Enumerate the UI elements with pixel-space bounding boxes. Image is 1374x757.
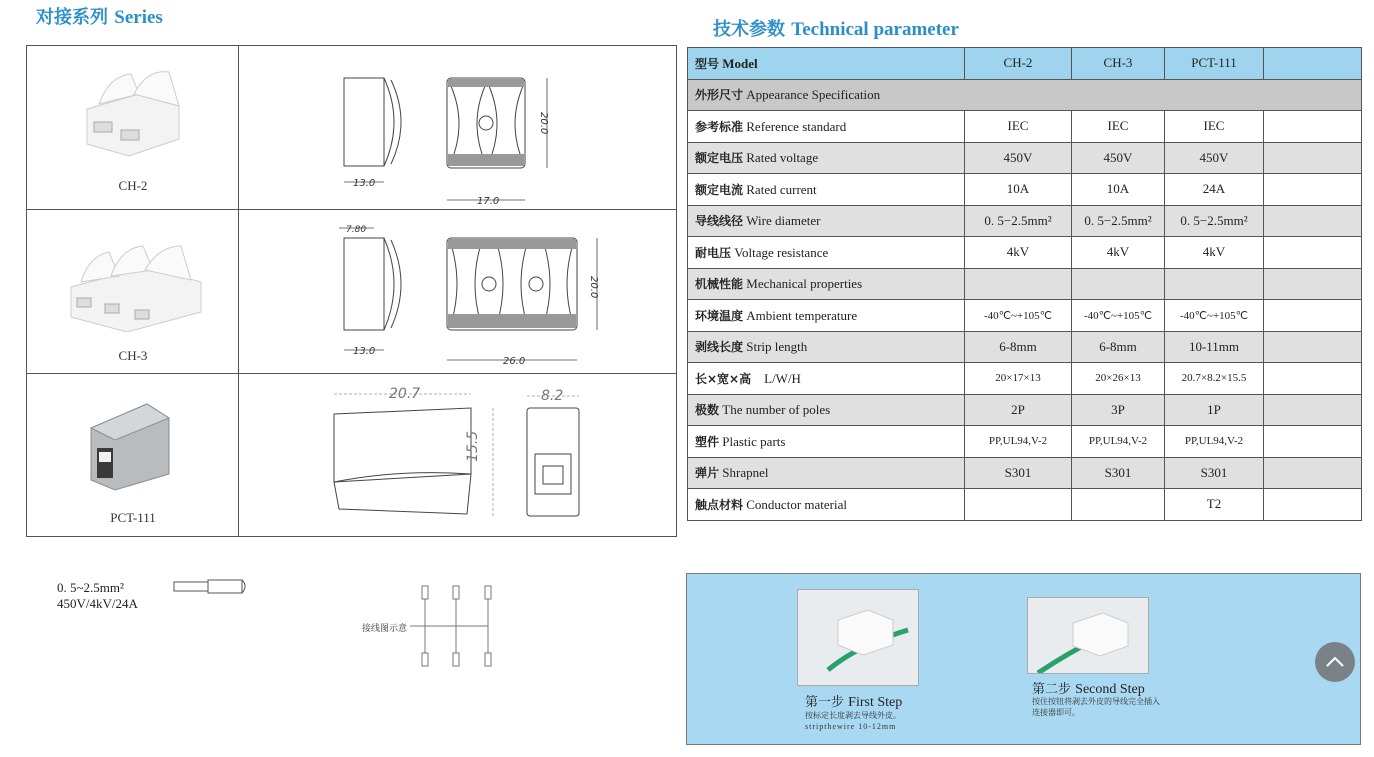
step1-title: 第一步 First Step bbox=[805, 695, 903, 710]
pct111-dim-length: 20.7 bbox=[389, 386, 421, 402]
row-label: 塑件 Plastic parts bbox=[688, 426, 965, 458]
pct111-dim-width: 8.2 bbox=[541, 388, 564, 404]
row-label: 额定电流 Rated current bbox=[688, 174, 965, 206]
step1-photo bbox=[797, 589, 919, 686]
step2-photo bbox=[1027, 597, 1149, 674]
step2-title: 第二步 Second Step bbox=[1032, 682, 1145, 697]
row-label: 耐电压 Voltage resistance bbox=[688, 237, 965, 269]
table-cell: 10A bbox=[965, 174, 1072, 206]
model-name: PCT-111 bbox=[110, 510, 156, 525]
series-row-ch3 bbox=[27, 210, 676, 374]
step1-description: 按标定长度剥去导线外皮。 stripthewire 10-12mm bbox=[805, 711, 901, 731]
model-name: CH-3 bbox=[118, 348, 148, 363]
series-title-cn: 对接系列 bbox=[36, 7, 108, 28]
table-cell: IEC bbox=[1072, 111, 1165, 143]
table-cell: 2P bbox=[965, 394, 1072, 426]
ch2-dim-front-width: 17.0 bbox=[477, 196, 500, 207]
table-row bbox=[688, 268, 1362, 300]
chevron-up-icon bbox=[1315, 642, 1355, 682]
pct111-dim-height: 15.5 bbox=[465, 430, 481, 462]
table-cell: IEC bbox=[965, 111, 1072, 143]
table-cell bbox=[1072, 489, 1165, 521]
table-row bbox=[688, 331, 1362, 363]
table-cell: PP,UL94,V-2 bbox=[1165, 426, 1264, 458]
pct111-technical-drawing bbox=[239, 374, 676, 536]
series-grid bbox=[26, 45, 677, 537]
series-row-pct111 bbox=[27, 374, 676, 536]
ch3-dim-height: 20.0 bbox=[588, 276, 599, 299]
table-cell: T2 bbox=[1165, 489, 1264, 521]
row-label: 弹片 Shrapnel bbox=[688, 457, 965, 489]
step2-description: 按住按钮将剥去外皮的导线完全插入 连接器即可。 bbox=[1032, 697, 1160, 717]
table-cell bbox=[965, 489, 1072, 521]
table-cell: 6-8mm bbox=[965, 331, 1072, 363]
pct111-product-photo bbox=[85, 396, 185, 496]
table-cell: 450V bbox=[1072, 142, 1165, 174]
table-cell: S301 bbox=[965, 457, 1072, 489]
table-cell: -40℃~+105℃ bbox=[965, 300, 1072, 332]
table-row bbox=[688, 300, 1362, 332]
table-row bbox=[688, 237, 1362, 269]
table-cell bbox=[1264, 363, 1362, 395]
spec-table-body bbox=[688, 48, 1362, 521]
table-cell bbox=[1264, 174, 1362, 206]
photo-cell bbox=[27, 210, 239, 373]
ch3-product-photo bbox=[67, 232, 207, 332]
table-cell bbox=[965, 268, 1072, 300]
row-label: 机械性能 Mechanical properties bbox=[688, 268, 965, 300]
table-cell: S301 bbox=[1072, 457, 1165, 489]
table-cell: 0. 5−2.5mm² bbox=[1165, 205, 1264, 237]
ch3-technical-drawing bbox=[239, 210, 676, 374]
photo-cell bbox=[27, 46, 239, 209]
model-name: CH-2 bbox=[118, 178, 148, 193]
header-col: PCT-111 bbox=[1165, 48, 1264, 80]
table-row bbox=[688, 142, 1362, 174]
ch3-dim-front-width: 26.0 bbox=[503, 356, 526, 367]
ch3-dim-side-top: 7.80 bbox=[346, 225, 367, 235]
table-cell: 450V bbox=[1165, 142, 1264, 174]
row-label: 外形尺寸 Appearance Specification bbox=[688, 79, 1362, 111]
table-cell: 4kV bbox=[1165, 237, 1264, 269]
table-cell: 20×26×13 bbox=[1072, 363, 1165, 395]
table-cell bbox=[1072, 268, 1165, 300]
table-cell bbox=[1264, 111, 1362, 143]
table-row bbox=[688, 205, 1362, 237]
table-cell: 20×17×13 bbox=[965, 363, 1072, 395]
tech-title-en: Technical parameter bbox=[791, 19, 959, 40]
table-cell: 24A bbox=[1165, 174, 1264, 206]
drawing-cell bbox=[239, 374, 676, 536]
row-label: 剥线长度 Strip length bbox=[688, 331, 965, 363]
header-col bbox=[1264, 48, 1362, 80]
header-col: CH-3 bbox=[1072, 48, 1165, 80]
table-cell: S301 bbox=[1165, 457, 1264, 489]
table-cell: 6-8mm bbox=[1072, 331, 1165, 363]
row-label: 额定电压 Rated voltage bbox=[688, 142, 965, 174]
tech-title-cn: 技术参数 bbox=[713, 19, 785, 40]
ch2-technical-drawing bbox=[239, 46, 676, 210]
row-label: 触点材料 Conductor material bbox=[688, 489, 965, 521]
drawing-cell bbox=[239, 46, 676, 209]
row-label: 长×宽×高 L/W/H bbox=[688, 363, 965, 395]
table-row bbox=[688, 426, 1362, 458]
table-cell bbox=[1264, 331, 1362, 363]
table-cell: 20.7×8.2×15.5 bbox=[1165, 363, 1264, 395]
table-cell: 3P bbox=[1072, 394, 1165, 426]
series-title bbox=[36, 3, 163, 29]
table-cell bbox=[1264, 394, 1362, 426]
table-cell: IEC bbox=[1165, 111, 1264, 143]
table-row bbox=[688, 79, 1362, 111]
wire-icon bbox=[172, 579, 250, 595]
table-cell bbox=[1264, 457, 1362, 489]
table-cell: 1P bbox=[1165, 394, 1264, 426]
tech-title bbox=[713, 15, 959, 41]
wiring-diagram bbox=[410, 580, 500, 672]
table-row bbox=[688, 394, 1362, 426]
table-cell: 10-11mm bbox=[1165, 331, 1264, 363]
ch2-dim-side-width: 13.0 bbox=[353, 178, 376, 189]
table-row bbox=[688, 363, 1362, 395]
table-cell bbox=[1264, 300, 1362, 332]
table-row bbox=[688, 111, 1362, 143]
ch3-dim-side-width: 13.0 bbox=[353, 346, 376, 357]
table-cell bbox=[1264, 268, 1362, 300]
scroll-to-top-button[interactable] bbox=[1315, 642, 1355, 682]
table-cell: 0. 5−2.5mm² bbox=[965, 205, 1072, 237]
table-cell: 4kV bbox=[965, 237, 1072, 269]
drawing-cell bbox=[239, 210, 676, 373]
row-label: 环境温度 Ambient temperature bbox=[688, 300, 965, 332]
photo-cell bbox=[27, 374, 239, 536]
row-label: 极数 The number of poles bbox=[688, 394, 965, 426]
table-header-row bbox=[688, 48, 1362, 80]
table-cell: 0. 5−2.5mm² bbox=[1072, 205, 1165, 237]
table-cell bbox=[1264, 237, 1362, 269]
table-row bbox=[688, 457, 1362, 489]
ch2-dim-height: 20.0 bbox=[538, 112, 549, 135]
table-cell: PP,UL94,V-2 bbox=[1072, 426, 1165, 458]
table-row bbox=[688, 174, 1362, 206]
table-cell bbox=[1264, 205, 1362, 237]
header-label: 型号 Model bbox=[688, 48, 965, 80]
table-cell bbox=[1264, 489, 1362, 521]
spec-table bbox=[687, 47, 1362, 521]
table-cell bbox=[1264, 426, 1362, 458]
table-cell: PP,UL94,V-2 bbox=[965, 426, 1072, 458]
table-cell: 10A bbox=[1072, 174, 1165, 206]
table-row bbox=[688, 489, 1362, 521]
ch2-product-photo bbox=[79, 64, 191, 164]
steps-panel bbox=[686, 573, 1361, 745]
wire-spec-size: 0. 5~2.5mm² bbox=[57, 580, 124, 595]
row-label: 参考标准 Reference standard bbox=[688, 111, 965, 143]
table-cell: 450V bbox=[965, 142, 1072, 174]
row-label: 导线线径 Wire diameter bbox=[688, 205, 965, 237]
wiring-diagram-label: 接线图示意 bbox=[362, 624, 408, 634]
series-title-en: Series bbox=[114, 7, 163, 28]
table-cell bbox=[1165, 268, 1264, 300]
series-row-ch2 bbox=[27, 46, 676, 210]
table-cell: -40℃~+105℃ bbox=[1165, 300, 1264, 332]
table-cell: 4kV bbox=[1072, 237, 1165, 269]
table-cell: -40℃~+105℃ bbox=[1072, 300, 1165, 332]
wire-spec-rating: 450V/4kV/24A bbox=[57, 596, 138, 611]
header-col: CH-2 bbox=[965, 48, 1072, 80]
table-cell bbox=[1264, 142, 1362, 174]
wire-spec bbox=[57, 580, 138, 612]
